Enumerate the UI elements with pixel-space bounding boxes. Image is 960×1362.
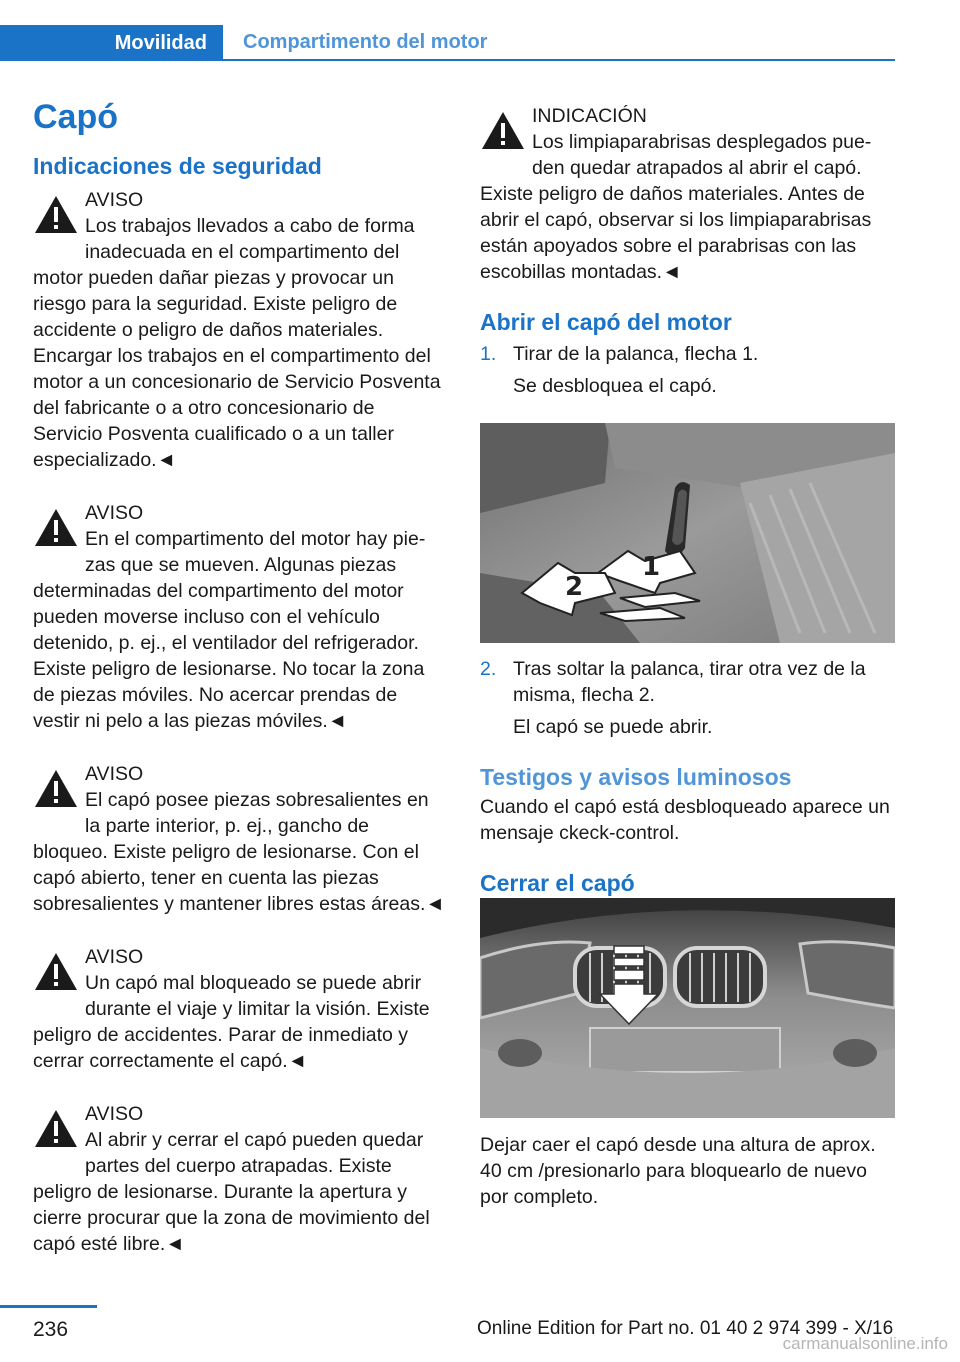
warning-icon xyxy=(480,109,526,153)
footer-accent-line xyxy=(0,1305,97,1308)
warning-text: Un capó mal bloqueado se puede abrir durante el viaje y limitar la visión. Existe peligro de accidentes. Parar de inmediato y cerrar correctamente el capó.◄ xyxy=(33,972,430,1072)
page-title: Capó xyxy=(33,98,118,136)
warning-block xyxy=(33,500,446,734)
warning-block xyxy=(33,187,446,473)
warning-label: AVISO xyxy=(85,763,144,785)
close-hood-heading: Cerrar el capó xyxy=(480,870,635,896)
safety-heading: Indicaciones de seguridad xyxy=(33,153,322,179)
open-steps-list xyxy=(480,341,895,399)
list-item xyxy=(480,656,895,740)
indicators-text: Cuando el capó está desbloqueado aparece un mensaje ckeck-control. xyxy=(480,796,890,844)
note-text: Los limpiaparabrisas desplegados pueden quedar atrapados al abrir el capó. Existe peligro de daños materiales. Antes de abrir el capó, observar si los limpiaparabrisas están apoyados sobre el parabrisas con las escobillas montadas.◄ xyxy=(480,131,872,283)
warning-label: AVISO xyxy=(85,946,144,968)
step-result: El capó se puede abrir. xyxy=(513,716,713,738)
arrow-label: 1 xyxy=(642,552,661,582)
open-steps-list-continued xyxy=(480,656,895,740)
note-block xyxy=(480,103,895,285)
warning-label: AVISO xyxy=(85,502,144,524)
warning-icon xyxy=(33,767,79,811)
list-item xyxy=(480,341,895,399)
step-result: Se desbloquea el capó. xyxy=(513,375,717,397)
warning-icon xyxy=(33,1107,79,1151)
edition-text: Online Edition for Part no. 01 40 2 974 399 - X/16 xyxy=(477,1318,894,1339)
hood-lever-image xyxy=(480,423,895,643)
warning-label: AVISO xyxy=(85,189,144,211)
close-hood-text: Dejar caer el capó desde una altura de aprox. 40 cm /presionarlo para bloquearlo de nuevo por completo. xyxy=(480,1134,876,1208)
step-number: 1. xyxy=(480,343,497,365)
warning-text: Al abrir y cerrar el capó pueden quedar partes del cuerpo atrapadas. Existe peligro de lesionarse. Durante la apertura y cierre procurar que la zona de movimiento del capó esté libre.◄ xyxy=(33,1129,430,1255)
arrow-label: 2 xyxy=(565,572,584,602)
warning-text: En el compartimento del motor hay piezas que se mueven. Algunas piezas determinadas del compartimento del motor pueden moverse incluso con el vehículo detenido, p. ej., el ventilador del refrigerador. Existe peligro de lesionarse. No tocar la zona de piezas móviles. No acercar prendas de vestir ni pelo a las piezas móviles.◄ xyxy=(33,528,426,732)
header-subsection-tab: Compartimento del motor xyxy=(223,25,895,61)
warning-text: Los trabajos llevados a cabo de forma inadecuada en el compartimento del motor pueden dañar piezas y provocar un riesgo para la seguridad. Existe peligro de accidente o peligro de daños materiales. Encargar los trabajos en el compartimento del motor a un concesionario de Servicio Posventa del fabricante o a otro concesionario de Servicio Posventa cualificado o a un taller especializado.◄ xyxy=(33,215,441,471)
indicators-heading: Testigos y avisos luminosos xyxy=(480,764,792,790)
note-label: INDICACIÓN xyxy=(532,105,647,127)
right-column xyxy=(480,103,895,1210)
warning-block xyxy=(33,944,446,1074)
warning-icon xyxy=(33,950,79,994)
step-text: Tras soltar la palanca, tirar otra vez de la misma, flecha 2. xyxy=(513,658,866,706)
warning-icon xyxy=(33,193,79,237)
step-text: Tirar de la palanca, flecha 1. xyxy=(513,343,759,365)
open-hood-heading: Abrir el capó del motor xyxy=(480,309,732,335)
watermark: carmanualsonline.info xyxy=(782,1334,948,1353)
page-number: 236 xyxy=(33,1318,69,1341)
left-column xyxy=(33,95,446,1284)
close-hood-image xyxy=(480,898,895,1118)
header-section-tab: Movilidad xyxy=(0,25,223,61)
warning-text: El capó posee piezas sobresalientes en la parte interior, p. ej., gancho de bloqueo. Existe peligro de lesionarse. Con el capó abierto, tener en cuenta las piezas sobresalientes y mantener libres estas áreas.◄ xyxy=(33,789,445,915)
step-number: 2. xyxy=(480,658,497,680)
warning-label: AVISO xyxy=(85,1103,144,1125)
warning-block xyxy=(33,761,446,917)
warning-icon xyxy=(33,506,79,550)
warning-block xyxy=(33,1101,446,1257)
